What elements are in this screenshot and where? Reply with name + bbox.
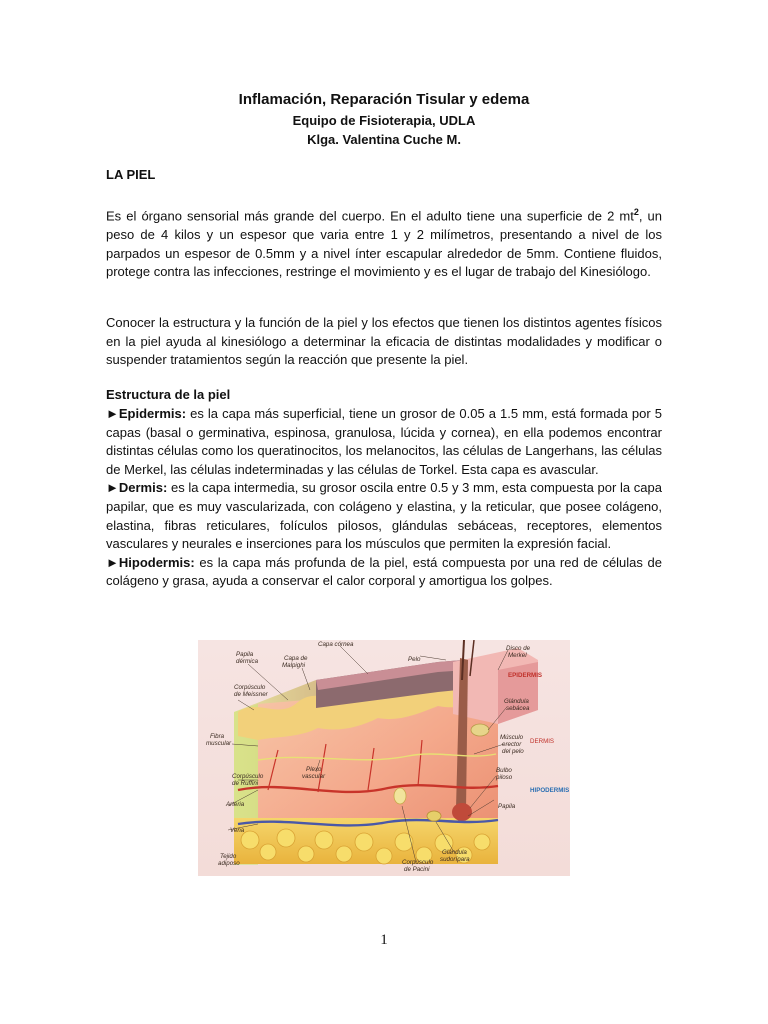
hipodermis-text: es la capa más profunda de la piel, está compuesta por una red de células de colágeno y grasa, ayuda a conservar el calor corporal y amortigua los golpes. xyxy=(106,554,662,589)
sebaceous-gland xyxy=(471,724,489,736)
term-dermis: Dermis: xyxy=(118,480,168,496)
document-team: Equipo de Fisioterapia, UDLA xyxy=(292,113,476,128)
intro-p1-text-rest: , un peso de 4 kilos y un espesor que varia entre 1 y 2 milímetros, presentando a nivel de los parpados un espesor de 0.5mm y a nivel ínter escapular alrededor de 5mm. Contiene fluidos, protege contra las infecciones, restringe el movimiento y es el lugar de trabajo del Kinesiólogo. xyxy=(106,208,662,280)
label-papila-2: dérmica xyxy=(236,658,259,665)
label-tejido-1: Tejido xyxy=(220,853,237,860)
section-heading-la-piel: LA PIEL xyxy=(106,167,156,182)
label-glandula-sebacea-1: Glándula xyxy=(504,698,529,705)
label-malpighi-2: Malpighi xyxy=(282,662,306,669)
label-pelo: Pelo xyxy=(408,656,421,663)
label-tejido-2: adiposo xyxy=(218,860,240,867)
intro-p1-text: Es el órgano sensorial más grande del cuerpo. En el adulto tiene una superficie de 2 mt xyxy=(106,208,634,224)
epidermis-text: es la capa más superficial, tiene un grosor de 0.05 a 1.5 mm, está formada por 5 capas (basal o germinativa, espinosa, granulosa, lúcida y cornea), en ella podemos encontrar distintas células como los queratinocitos, los melanocitos, las células de Langerhans, las células de Merkel, las células indeterminadas y las células de Torkel. Esta capa es avascular. xyxy=(106,406,662,477)
label-disco-merkel-2: Merkel xyxy=(508,652,527,659)
superscript: 2 xyxy=(633,207,639,217)
pacini-corpuscle xyxy=(394,788,406,804)
document-author: Klga. Valentina Cuche M. xyxy=(307,132,461,147)
dermis-text: es la capa intermedia, su grosor oscila entre 0.5 y 3 mm, esta compuesta por la capa papilar, que es muy vascularizada, con colágeno y elastina, y la reticular, que posee colágeno, elastina, fibras reticulares, folículos pilosos, glándulas sebáceas, receptores, elementos vasculares y neurales e inserciones para los músculos que permiten la expresión facial. xyxy=(106,480,662,552)
label-bulbo-1: Bulbo xyxy=(496,767,512,774)
label-ruffini-1: Corpúsculo xyxy=(232,773,264,780)
skin-diagram xyxy=(198,640,570,876)
skin-diagram-figure xyxy=(198,640,570,876)
label-malpighi-1: Capa de xyxy=(284,655,308,662)
label-hipodermis: HIPODERMIS xyxy=(530,787,570,794)
bullet-marker: ► xyxy=(106,480,119,496)
label-plexo-2: vascular xyxy=(302,773,326,780)
label-plexo-1: Plexo xyxy=(306,766,322,773)
hair-bulb xyxy=(452,803,472,821)
label-glandula-sudoripara-2: sudorípara xyxy=(440,856,470,863)
label-fibra-2: muscular xyxy=(206,740,232,747)
bullet-marker: ► xyxy=(106,554,119,570)
intro-paragraph-1 xyxy=(106,203,662,282)
label-bulbo-2: piloso xyxy=(496,774,513,781)
structure-paragraph xyxy=(106,405,662,591)
label-musculo-3: del pelo xyxy=(502,748,524,755)
label-glandula-sebacea-2: sebácea xyxy=(506,705,530,712)
label-disco-merkel-1: Disco de xyxy=(506,645,531,652)
section-heading-estructura: Estructura de la piel xyxy=(106,387,231,402)
label-musculo-2: erector xyxy=(502,741,522,748)
term-epidermis: Epidermis: xyxy=(118,406,187,421)
label-meissner-1: Corpúsculo xyxy=(234,684,266,691)
label-glandula-sudoripara-1: Glándula xyxy=(442,849,467,856)
intro-paragraph-2: Conocer la estructura y la función de la piel y los efectos que tienen los distintos agentes físicos en la piel ayuda al kinesiólogo a determinar la eficacia de distintas modalidades y modificar o suspender tratamientos según la reacción que presente la piel. xyxy=(106,315,662,368)
term-hipodermis: Hipodermis: xyxy=(118,554,195,570)
label-pacini-1: Corpúsculo xyxy=(402,859,434,866)
label-ruffini-2: de Ruffini xyxy=(232,780,259,787)
label-meissner-2: de Meissner xyxy=(234,691,268,698)
label-papila-1: Papila xyxy=(236,651,254,658)
label-vena: Vena xyxy=(230,827,245,834)
label-arteria: Arteria xyxy=(226,801,245,808)
label-epidermis: EPIDERMIS xyxy=(508,672,543,679)
label-papila-pelo: Papila xyxy=(498,803,516,810)
label-capa-cornea: Capa córnea xyxy=(318,641,354,648)
document-title: Inflamación, Reparación Tisular y edema xyxy=(238,91,530,108)
label-fibra-1: Fibra xyxy=(210,733,225,740)
label-pacini-2: de Pacini xyxy=(404,866,430,873)
page-number: 1 xyxy=(380,932,388,948)
sweat-gland xyxy=(427,811,441,821)
bullet-marker: ► xyxy=(106,406,119,421)
label-dermis: DERMIS xyxy=(530,738,555,745)
label-musculo-1: Músculo xyxy=(500,734,524,741)
